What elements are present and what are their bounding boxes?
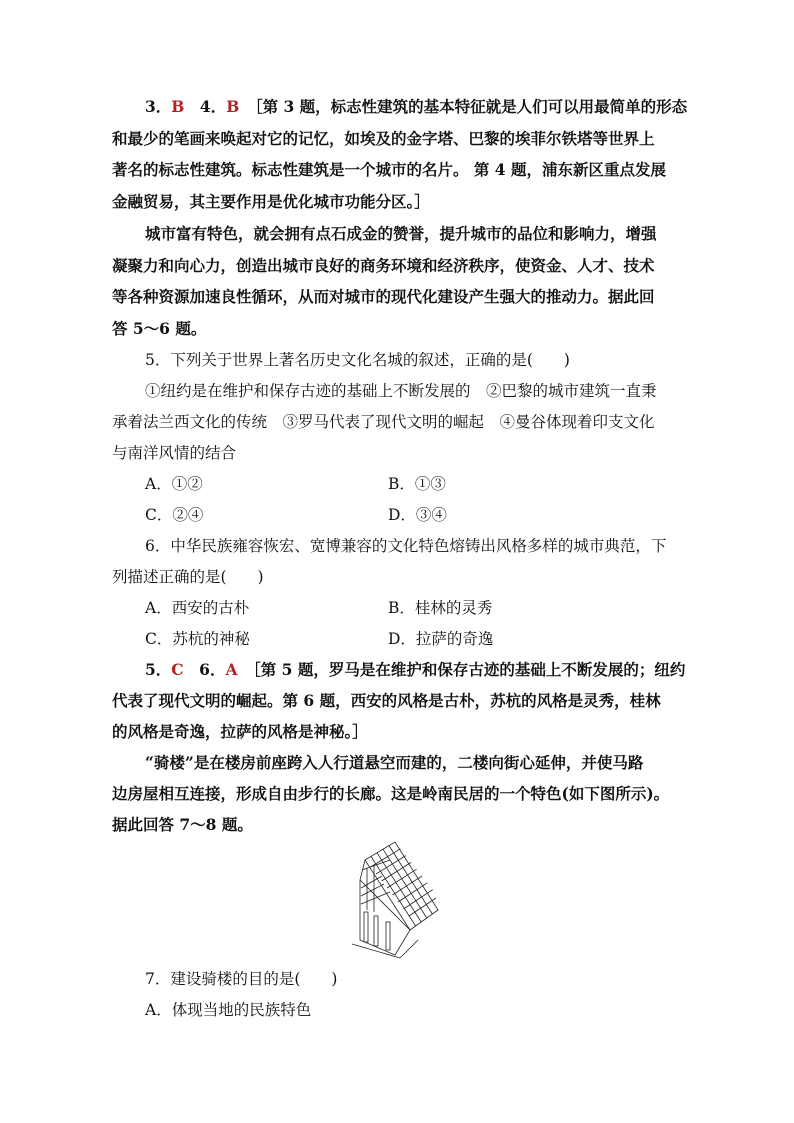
question-6-option-d: D．拉萨的奇逸: [388, 630, 494, 648]
question-5-statements-line-1: ①纽约是在维护和保存古迹的基础上不断发展的 ②巴黎的城市建筑一直秉: [145, 382, 657, 400]
answer-6-letter: A: [225, 660, 238, 679]
answer-5-6-line-1: [145, 660, 685, 680]
passage-2-line-1: “骑楼”是在楼房前座跨入人行道悬空而建的，二楼向街心延伸，并使马路: [145, 753, 644, 772]
answer-3-number: 3．: [145, 97, 172, 116]
answer-3-letter: B: [171, 97, 185, 116]
passage-1-line-3: 等各种资源加速良性循环，从而对城市的现代化建设产生强大的推动力。据此回: [112, 287, 655, 306]
question-5-stem: 5．下列关于世界上著名历史文化名城的叙述，正确的是( ): [145, 351, 570, 369]
passage-1-line-2: 凝聚力和向心力，创造出城市良好的商务环境和经济秩序，使资金、人才、技术: [112, 256, 655, 275]
arcade-building-figure: [350, 840, 440, 960]
question-7-stem: 7．建设骑楼的目的是( ): [145, 970, 338, 988]
answer-5-6-text: ［第 5 题，罗马是在维护和保存古迹的基础上不断发展的；纽约: [253, 660, 686, 679]
passage-1-line-1: 城市富有特色，就会拥有点石成金的赞誉，提升城市的品位和影响力，增强: [145, 224, 657, 243]
passage-2-line-2: 边房屋相互连接，形成自由步行的长廊。这是岭南民居的一个特色(如下图所示)。: [112, 784, 670, 803]
answer-3-4-line-2: 和最少的笔画来唤起对它的记忆，如埃及的金字塔、巴黎的埃菲尔铁塔等世界上: [112, 129, 655, 148]
passage-2-line-3: 据此回答 7～8 题。: [112, 815, 253, 834]
question-5-option-b: B．①③: [388, 475, 446, 493]
question-6-option-b: B．桂林的灵秀: [388, 599, 493, 617]
answer-3-4-line-3: 著名的标志性建筑。标志性建筑是一个城市的名片。 第 4 题，浦东新区重点发展: [112, 160, 666, 179]
answer-5-6-line-3: 的风格是奇逸，拉萨的风格是神秘。］: [112, 722, 368, 741]
answer-4-number: 4．: [199, 97, 227, 116]
answer-6-number: 6．: [199, 660, 226, 679]
answer-5-letter: C: [171, 660, 184, 679]
passage-1-line-4: 答 5～6 题。: [112, 319, 207, 338]
question-6-stem-line-1: 6．中华民族雍容恢宏、宽博兼容的文化特色熔铸出风格多样的城市典范，下: [145, 537, 667, 555]
answer-3-4-line-4: 金融贸易，其主要作用是优化城市功能分区。］: [112, 192, 430, 211]
answer-4-letter: B: [226, 97, 240, 116]
question-6-option-c: C．苏杭的神秘: [145, 630, 250, 648]
question-5-option-a: A．①②: [145, 475, 203, 493]
answer-3-4-text: ［第 3 题，标志性建筑的基本特征就是人们可以用最简单的形态: [254, 97, 688, 116]
question-5-statements-line-3: 与南洋风情的结合: [112, 444, 237, 462]
answer-5-number: 5．: [145, 660, 172, 679]
answer-5-6-line-2: 代表了现代文明的崛起。第 6 题，西安的风格是古朴，苏杭的风格是灵秀，桂林: [112, 691, 661, 710]
question-6-stem-line-2: 列描述正确的是( ): [112, 568, 264, 586]
question-7-option-a: A．体现当地的民族特色: [145, 1001, 312, 1019]
question-6-option-a: A．西安的古朴: [145, 599, 250, 617]
question-5-option-d: D．③④: [388, 506, 447, 524]
question-5-statements-line-2: 承着法兰西文化的传统 ③罗马代表了现代文明的崛起 ④曼谷体现着印支文化: [112, 413, 655, 431]
question-5-option-c: C．②④: [145, 506, 204, 524]
answer-3-4-line-1: [145, 97, 687, 117]
